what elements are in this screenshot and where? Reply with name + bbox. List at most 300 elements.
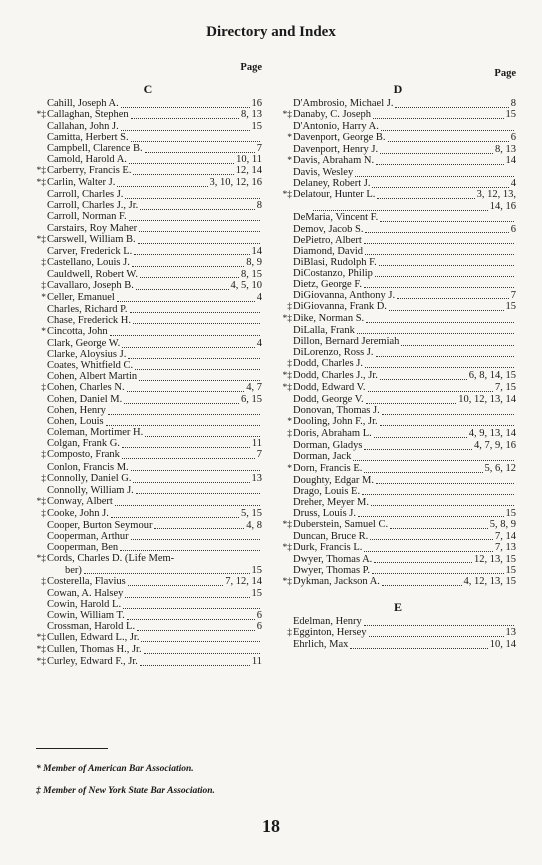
dot-leader (362, 492, 514, 495)
entry-name: Dorn, Francis E. (293, 462, 363, 474)
dot-leader (115, 503, 260, 506)
index-entry (34, 621, 262, 632)
entry-name: Callaghan, Stephen (47, 109, 129, 121)
dot-leader (364, 623, 514, 626)
membership-mark: ‡ (41, 576, 46, 587)
dot-leader (139, 378, 260, 381)
index-entry (280, 616, 516, 627)
dot-leader (388, 139, 509, 142)
entry-name: Demov, Jacob S. (293, 223, 364, 235)
footnote-aba: * Member of American Bar Association. (36, 764, 194, 774)
entry-name: Cohen, Daniel M. (47, 394, 123, 406)
dot-leader (380, 377, 467, 380)
entry-name: Cooperman, Ben (47, 541, 119, 553)
index-entry (34, 234, 262, 246)
dot-leader (138, 241, 260, 244)
entry-name: Delatour, Hunter L. (293, 189, 376, 201)
membership-mark: ‡ (41, 508, 46, 519)
dot-leader (350, 646, 487, 649)
membership-mark: ‡ (287, 301, 292, 312)
index-entry (34, 269, 262, 280)
section-letter-e: E (393, 600, 402, 615)
page-number: 18 (262, 816, 280, 836)
index-entry (280, 246, 516, 257)
dot-leader (133, 480, 249, 483)
entry-pages: 13 (505, 627, 516, 639)
entry-name: Colgan, Frank G. (47, 438, 120, 450)
entry-pages: 4 (256, 337, 262, 349)
dot-leader (397, 296, 509, 299)
entry-pages: 4, 5, 10 (230, 279, 262, 291)
entry-name: DePietro, Albert (293, 234, 362, 246)
index-entry (34, 576, 262, 588)
index-list-c (34, 98, 262, 668)
index-entry (280, 394, 516, 405)
index-entry (280, 370, 516, 382)
membership-mark: * (287, 156, 292, 167)
entry-pages: 12, 14 (235, 165, 262, 177)
membership-mark: *‡ (36, 633, 46, 644)
index-entry (34, 246, 262, 257)
entry-name: DiLalla, Frank (293, 324, 355, 336)
dot-leader (117, 184, 207, 187)
index-entry (280, 109, 516, 121)
entry-pages: 6 (256, 610, 262, 622)
index-entry (280, 358, 516, 370)
entry-pages: 4, 12, 13, 15 (463, 575, 516, 587)
dot-leader (376, 162, 503, 165)
dot-leader (365, 252, 514, 255)
dot-leader (380, 219, 514, 222)
dot-leader (140, 275, 239, 278)
entry-pages: 5, 15 (241, 507, 262, 519)
index-entry (280, 189, 516, 201)
entry-name: Cahill, Joseph A. (47, 98, 119, 109)
entry-pages: 15 (251, 564, 262, 576)
membership-mark: *‡ (36, 553, 46, 564)
entry-name: DiLorenzo, Ross J. (293, 347, 374, 359)
dot-leader (401, 343, 514, 346)
index-entry (280, 155, 516, 167)
index-entry (34, 98, 262, 109)
index-entry (280, 508, 516, 519)
dot-leader (136, 491, 260, 494)
entry-name: Duncan, Bruce R. (293, 530, 369, 542)
dot-leader (372, 185, 508, 188)
entry-name: Dietz, George F. (293, 278, 362, 290)
entry-pages: 7 (510, 289, 516, 301)
dot-leader (108, 412, 260, 415)
index-entry (280, 565, 516, 576)
index-entry (34, 304, 262, 315)
dot-leader (365, 230, 508, 233)
entry-name: Carswell, William B. (47, 233, 136, 245)
entry-name: Cohen, Charles N. (47, 382, 125, 394)
entry-name: Ehrlich, Max (293, 639, 349, 651)
index-entry (280, 554, 516, 565)
index-entry (280, 279, 516, 290)
index-column-left (34, 62, 262, 668)
entry-name: Charles, Richard P. (47, 303, 128, 315)
dot-leader (145, 434, 260, 437)
index-entry (280, 98, 516, 109)
dot-leader (372, 571, 504, 574)
index-entry (280, 416, 516, 428)
entry-name: Davenport, George B. (293, 132, 386, 144)
index-entry (34, 485, 262, 496)
index-entry (34, 257, 262, 269)
entry-pages: 3, 12, 13, (476, 189, 516, 201)
entry-name: Druss, Louis J. (293, 507, 357, 519)
entry-pages: 3, 10, 12, 16 (209, 177, 262, 189)
membership-mark: *‡ (282, 371, 292, 382)
footnotes (36, 758, 215, 802)
index-entry (280, 290, 516, 301)
dot-leader (369, 634, 504, 637)
entry-pages: 6, 8, 14, 15 (468, 370, 516, 382)
membership-mark: ‡ (41, 383, 46, 394)
index-entry (34, 542, 262, 553)
dot-leader (382, 583, 462, 586)
entry-name: Cowin, Harold L. (47, 599, 122, 611)
entry-pages: 7, 13 (495, 541, 516, 553)
dot-leader (127, 389, 245, 392)
membership-mark: ‡ (287, 429, 292, 440)
index-entry (280, 347, 516, 358)
index-entry (34, 632, 262, 644)
entry-name: Composto, Frank (47, 449, 120, 461)
dot-leader (355, 174, 514, 177)
dot-leader (125, 196, 260, 199)
index-entry (34, 165, 262, 177)
index-entry (280, 224, 516, 235)
entry-pages: 13 (251, 472, 262, 484)
entry-pages: 10, 11 (236, 154, 262, 166)
membership-mark: *‡ (282, 110, 292, 121)
entry-pages: 7, 14 (495, 530, 516, 542)
index-entry (280, 576, 516, 588)
dot-leader (376, 354, 515, 357)
index-entry (34, 599, 262, 610)
dot-leader (366, 320, 514, 323)
dot-leader (84, 571, 250, 574)
entry-name: DiBlasi, Rudolph F. (293, 256, 377, 268)
dot-leader (376, 481, 514, 484)
index-entry (280, 268, 516, 279)
index-entry (280, 121, 516, 132)
index-entry (280, 531, 516, 542)
entry-name: Dike, Norman S. (293, 312, 365, 324)
dot-leader (129, 161, 234, 164)
dot-leader (370, 537, 493, 540)
entry-name: Cullen, Thomas H., Jr. (47, 644, 142, 656)
index-entry (280, 201, 516, 212)
entry-name: Carver, Frederick L. (47, 245, 133, 257)
dot-leader (364, 285, 514, 288)
dot-leader (131, 468, 260, 471)
entry-name: Doughty, Edgar M. (293, 474, 374, 486)
index-entry (280, 639, 516, 650)
dot-leader (373, 116, 503, 119)
entry-name: Carberry, Francis E. (47, 165, 132, 177)
entry-name: Dwyer, Thomas P. (293, 564, 370, 576)
entry-name: Cords, Charles D. (Life Mem- (47, 552, 175, 564)
entry-name: DeMaria, Vincent F. (293, 212, 379, 224)
index-entry (280, 497, 516, 508)
index-entry (34, 449, 262, 461)
entry-pages: 10, 12, 13, 14 (458, 394, 516, 406)
index-entry (34, 360, 262, 371)
entry-pages: 8, 13 (495, 144, 516, 156)
index-entry (280, 428, 516, 440)
dot-leader (131, 116, 239, 119)
index-entry (280, 542, 516, 554)
entry-name: Coates, Whitfield C. (47, 360, 134, 372)
entry-name: Dreher, Meyer M. (293, 496, 369, 508)
entry-pages: 15 (505, 507, 516, 519)
dot-leader (375, 274, 514, 277)
index-entry (280, 440, 516, 451)
entry-pages: 15 (505, 300, 516, 312)
entry-name: Costerella, Flavius (47, 575, 126, 587)
entry-name: Donovan, Thomas J. (293, 405, 380, 417)
dot-leader (122, 345, 254, 348)
dot-leader (374, 560, 472, 563)
dot-leader (364, 241, 514, 244)
entry-name: Drago, Louis E. (293, 485, 361, 497)
entry-name: Carstairs, Roy Maher (47, 222, 138, 234)
entry-pages: 11 (251, 438, 262, 450)
entry-pages: 6 (510, 132, 516, 144)
index-entry (280, 167, 516, 178)
entry-name: Dooling, John F., Jr. (293, 416, 378, 428)
section-gap (280, 588, 516, 598)
dot-leader (382, 412, 514, 415)
index-entry (280, 144, 516, 155)
entry-pages: 6, 15 (241, 394, 262, 406)
membership-mark: *‡ (36, 234, 46, 245)
entry-name: Conway, Albert (47, 495, 113, 507)
index-entry (280, 212, 516, 223)
dot-leader (154, 526, 244, 529)
entry-name: Davis, Wesley (293, 167, 354, 179)
index-entry (34, 531, 262, 542)
index-entry (34, 473, 262, 485)
dot-leader (365, 365, 514, 368)
entry-name: Davenport, Henry J. (293, 144, 379, 156)
index-entry (34, 394, 262, 405)
dot-leader (130, 310, 261, 313)
entry-pages: 8 (256, 200, 262, 212)
dot-leader (144, 651, 260, 654)
membership-mark: *‡ (36, 178, 46, 189)
index-list-e (280, 616, 516, 650)
index-list-d (280, 98, 516, 588)
entry-name: Cincotta, John (47, 325, 108, 337)
entry-name: Dwyer, Thomas A. (293, 553, 373, 565)
dot-leader (371, 503, 514, 506)
entry-name: Dodd, Charles J. (293, 358, 363, 370)
entry-name: Curley, Edward F., Jr. (47, 656, 138, 668)
page-title: Directory and Index (206, 24, 336, 40)
entry-name: Dillon, Bernard Jeremiah (293, 335, 400, 347)
page-column-header: Page (240, 62, 262, 73)
entry-name: Dorman, Jack (293, 451, 352, 463)
entry-pages: 16 (251, 98, 262, 109)
index-entry (280, 235, 516, 246)
index-entry (280, 519, 516, 531)
dot-leader (121, 128, 250, 131)
entry-pages: 4, 8 (246, 519, 262, 531)
footnote-rule (36, 748, 108, 749)
membership-mark: *‡ (36, 166, 46, 177)
dot-leader (364, 549, 493, 552)
section-letter-d: D (393, 82, 403, 96)
index-entry (280, 451, 516, 462)
index-entry (34, 520, 262, 531)
entry-pages: 7, 12, 14 (225, 575, 262, 587)
membership-mark: * (41, 292, 46, 303)
membership-mark: ‡ (41, 450, 46, 461)
entry-pages: 14 (251, 245, 262, 257)
entry-name: Cohen, Albert Martin (47, 371, 138, 383)
index-entry (34, 200, 262, 211)
entry-pages: 11 (251, 656, 262, 668)
index-entry (280, 382, 516, 394)
dot-leader (139, 229, 260, 232)
entry-name: Connolly, Daniel G. (47, 472, 132, 484)
entry-pages: 10, 14 (489, 639, 516, 651)
membership-mark: *‡ (282, 190, 292, 201)
dot-leader (380, 151, 493, 154)
entry-name: Carroll, Charles J. (47, 189, 124, 201)
index-entry (280, 486, 516, 497)
dot-leader (131, 139, 260, 142)
index-entry (34, 223, 262, 234)
dot-leader (122, 445, 250, 448)
dot-leader (120, 548, 260, 551)
membership-mark: * (287, 417, 292, 428)
entry-name: Edelman, Henry (293, 616, 362, 628)
index-entry (34, 610, 262, 621)
membership-mark: *‡ (282, 519, 292, 530)
index-entry (34, 462, 262, 473)
dot-leader (145, 150, 255, 153)
dot-leader (140, 207, 254, 210)
entry-name: Egginton, Hersey (293, 627, 367, 639)
dot-leader (111, 515, 239, 518)
entry-name: Durk, Francis L. (293, 541, 363, 553)
index-entry (280, 301, 516, 313)
dot-leader (134, 252, 249, 255)
membership-mark: ‡ (41, 257, 46, 268)
dot-leader (110, 333, 260, 336)
index-entry (280, 178, 516, 189)
membership-mark: *‡ (36, 496, 46, 507)
index-entry (34, 656, 262, 668)
entry-name: Cullen, Edward L., Jr. (47, 632, 140, 644)
entry-name: DiCostanzo, Philip (293, 267, 373, 279)
index-entry (34, 565, 262, 576)
index-entry (280, 132, 516, 144)
entry-name: Camitta, Herbert S. (47, 132, 129, 144)
dot-leader (390, 526, 488, 529)
entry-name: Connolly, William J. (47, 484, 134, 496)
entry-name: Cooke, John J. (47, 507, 109, 519)
index-entry (34, 349, 262, 360)
footnote-nysba: ‡ Member of New York State Bar Association. (36, 786, 215, 796)
dot-leader (127, 617, 255, 620)
entry-name: Carlin, Walter J. (47, 177, 116, 189)
index-entry (34, 416, 262, 427)
dot-leader (132, 264, 244, 267)
dot-leader (374, 435, 467, 438)
index-entry (34, 280, 262, 292)
entry-pages: 5, 8, 9 (489, 518, 516, 530)
dot-leader (379, 263, 514, 266)
entry-name: Dorman, Gladys (293, 440, 363, 452)
index-entry (34, 292, 262, 304)
membership-mark: * (287, 463, 292, 474)
membership-mark: *‡ (282, 383, 292, 394)
index-entry (34, 132, 262, 143)
membership-mark: ‡ (41, 280, 46, 291)
entry-pages: 8 (510, 98, 516, 109)
entry-pages: 4, 7 (246, 382, 262, 394)
entry-pages: 8, 15 (241, 268, 262, 280)
entry-name: Carroll, Charles J., Jr. (47, 200, 139, 212)
entry-name: Clark, George W. (47, 337, 121, 349)
dot-leader (357, 331, 514, 334)
entry-pages: 15 (251, 588, 262, 600)
entry-name: ber) (65, 564, 82, 576)
dot-leader (133, 172, 233, 175)
index-entry (34, 405, 262, 416)
entry-name: Cauldwell, Robert W. (47, 268, 138, 280)
entry-name: Cowan, A. Halsey (47, 588, 124, 600)
entry-name: Cooper, Burton Seymour (47, 519, 153, 531)
dot-leader (136, 287, 229, 290)
entry-name: Cohen, Louis (47, 416, 104, 428)
dot-leader (129, 218, 260, 221)
entry-pages: 15 (505, 109, 516, 121)
membership-mark: * (41, 326, 46, 337)
index-entry (34, 427, 262, 438)
index-entry (34, 496, 262, 508)
entry-pages: 15 (251, 121, 262, 133)
index-entry (34, 211, 262, 222)
entry-name: Delaney, Robert J. (293, 178, 371, 190)
entry-pages: 6 (510, 223, 516, 235)
entry-pages: 15 (505, 564, 516, 576)
entry-name: Coleman, Mortimer H. (47, 427, 144, 439)
index-column-right (280, 62, 516, 650)
entry-name: D'Ambrosio, Michael J. (293, 98, 394, 109)
dot-leader (176, 560, 260, 562)
dot-leader (381, 128, 514, 131)
entry-name: Celler, Emanuel (47, 291, 115, 303)
entry-name: Diamond, David (293, 245, 363, 257)
index-entry (280, 325, 516, 336)
membership-mark: *‡ (36, 657, 46, 668)
entry-pages: 12, 13, 15 (474, 553, 516, 565)
dot-leader (135, 367, 260, 370)
index-entry (280, 257, 516, 268)
entry-name: Cohen, Henry (47, 405, 106, 417)
index-entry (34, 109, 262, 121)
entry-pages: 5, 6, 12 (484, 462, 516, 474)
index-entry (34, 315, 262, 326)
